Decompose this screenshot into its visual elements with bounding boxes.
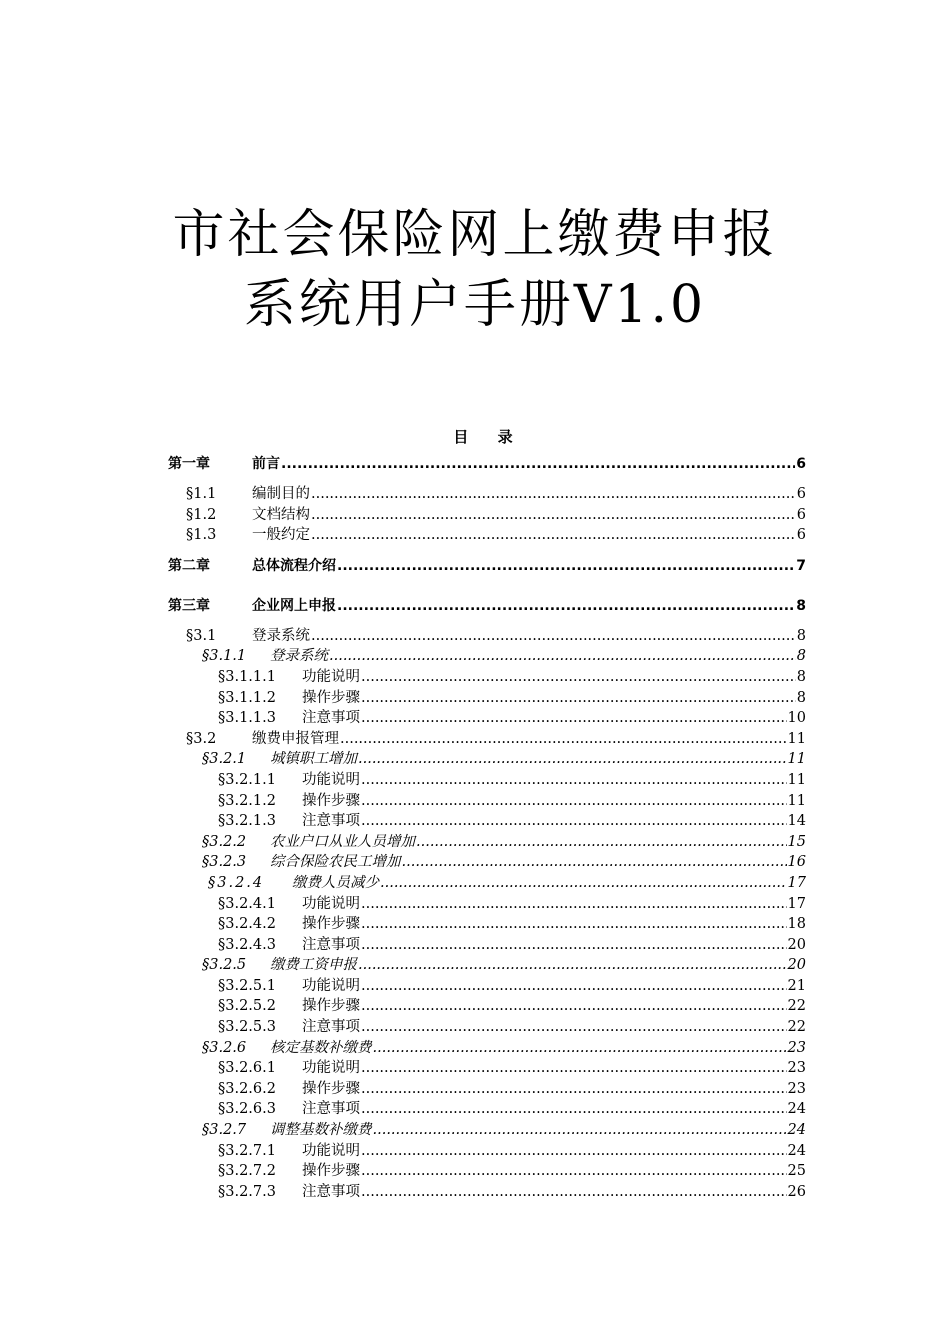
toc-entry-label: 操作步骤 [302,916,360,933]
toc-entry-number: §3.2 [186,730,217,747]
toc-dot-leader [361,1058,787,1079]
toc-entry-page: 6 [796,456,806,472]
toc-entry-page: 24 [787,1101,806,1118]
toc-entry-label: 注意事项 [302,1019,360,1036]
toc-entry-label: 登录系统 [270,648,328,665]
toc-entry-page: 21 [787,977,806,994]
toc-entry-number: §3.2.2 [202,833,247,850]
toc-entry-number: §3.2.3 [202,854,247,871]
toc-dot-leader [361,770,787,791]
toc-entry-number: §3.2.7 [202,1122,247,1139]
toc-entry-label: 操作步骤 [302,1080,360,1097]
toc-entry-number: §3.2.5.2 [218,998,276,1015]
toc-entry-label: 综合保险农民工增加 [270,854,401,871]
toc-entry-label: 注意事项 [302,710,360,727]
toc-entry-label: 城镇职工增加 [270,751,357,768]
toc-entry-number: §3.2.6.3 [218,1101,276,1118]
toc-dot-leader [337,555,795,577]
toc-dot-leader [361,1099,787,1120]
toc-entry[interactable] [168,935,806,956]
toc-entry[interactable] [168,729,806,750]
toc-dot-leader [311,626,796,647]
toc-dot-leader [311,525,796,546]
toc-entry-number: §3.2.7.2 [218,1163,276,1180]
toc-entry-page: 17 [787,895,806,912]
toc-entry-label: 缴费工资申报 [270,957,357,974]
toc-dot-leader [311,505,796,526]
toc-entry[interactable] [168,996,806,1017]
toc-dot-leader [361,1161,787,1182]
toc-entry-label: 功能说明 [302,771,360,788]
toc-entry-label: 注意事项 [302,1101,360,1118]
toc-entry[interactable] [168,708,806,729]
toc-entry-page: 20 [787,957,806,974]
toc-entry[interactable] [168,555,806,586]
toc-dot-leader [361,1017,787,1038]
toc-entry-label: 操作步骤 [302,998,360,1015]
toc-entry-label: 编制目的 [252,486,310,502]
table-of-contents [168,453,806,1202]
toc-entry[interactable] [168,852,806,873]
toc-entry-page: 8 [796,668,806,685]
toc-heading: 目 录 [453,428,525,446]
toc-entry[interactable] [168,914,806,935]
toc-entry-label: 登录系统 [252,627,310,644]
toc-entry-page: 18 [787,916,806,933]
toc-entry-label: 缴费申报管理 [252,730,339,747]
toc-dot-leader [361,976,787,997]
document-title [0,200,950,340]
toc-entry-page: 10 [787,710,806,727]
toc-entry-label: 调整基数补缴费 [270,1122,372,1139]
toc-entry-number: §1.2 [186,506,217,523]
toc-entry-page: 15 [787,833,806,850]
toc-dot-leader [361,708,787,729]
toc-dot-leader [361,667,796,688]
toc-entry[interactable] [168,484,806,505]
toc-entry-label: 农业户口从业人员增加 [270,833,415,850]
toc-entry-label: 核定基数补缴费 [270,1039,372,1056]
toc-entry-number: §3.2.6 [202,1039,247,1056]
toc-entry-label: 总体流程介绍 [252,557,336,574]
toc-entry-number: §3.1 [186,627,217,644]
toc-entry[interactable] [168,976,806,997]
toc-entry[interactable] [168,1120,806,1141]
toc-dot-leader [329,646,796,667]
toc-entry-label: 缴费人员减少 [292,874,379,891]
toc-entry-number: §3.1.1.1 [218,668,276,685]
toc-dot-leader [361,791,787,812]
toc-entry[interactable] [168,1182,806,1203]
toc-entry-label: 企业网上申报 [252,597,336,614]
toc-dot-leader [361,996,787,1017]
toc-entry-page: 11 [787,730,806,747]
toc-entry-number: §3.2.5.3 [218,1019,276,1036]
toc-dot-leader [402,852,787,873]
toc-entry-page: 24 [787,1142,806,1159]
toc-entry[interactable] [168,595,806,626]
toc-entry-page: 17 [787,874,806,891]
toc-entry[interactable] [168,1058,806,1079]
toc-entry-page: 22 [787,998,806,1015]
toc-entry-page: 7 [796,557,806,574]
toc-entry[interactable] [168,1141,806,1162]
toc-entry-number: §3.2.5 [202,957,247,974]
toc-entry-page: 11 [787,771,806,788]
toc-dot-leader [340,729,787,750]
toc-entry[interactable] [168,894,806,915]
toc-entry-number: §1.1 [186,486,217,502]
toc-entry-number: §3.2.6.1 [218,1060,276,1077]
toc-entry-number: §3.2.1.2 [218,792,276,809]
toc-entry-label: 前言 [252,456,280,472]
toc-entry[interactable] [168,811,806,832]
toc-entry[interactable] [168,770,806,791]
toc-dot-leader [380,873,787,894]
toc-entry-page: 25 [787,1163,806,1180]
toc-entry-page: 16 [787,854,806,871]
toc-spacer [168,586,806,595]
toc-entry[interactable] [168,1079,806,1100]
toc-entry-page: 6 [796,506,806,523]
toc-entry-number: §3.1.1.2 [218,689,276,706]
toc-entry-page: 22 [787,1019,806,1036]
toc-entry-label: 操作步骤 [302,792,360,809]
toc-dot-leader [361,935,787,956]
toc-entry[interactable] [168,688,806,709]
toc-dot-leader [281,453,795,475]
toc-entry-number: 第一章 [168,456,210,472]
toc-dot-leader [361,688,796,709]
toc-entry-page: 8 [796,627,806,644]
toc-entry[interactable] [168,1099,806,1120]
toc-entry-number: §3.2.6.2 [218,1080,276,1097]
toc-entry-number: §3.2.4.2 [218,916,276,933]
toc-entry-number: §3.2.1.1 [218,771,276,788]
toc-dot-leader [358,749,787,770]
toc-dot-leader [361,1079,787,1100]
toc-dot-leader [361,811,787,832]
toc-entry-number: §1.3 [186,527,217,544]
toc-entry-page: 20 [787,936,806,953]
toc-entry[interactable] [168,749,806,770]
toc-entry-number: 第三章 [168,597,210,614]
toc-entry[interactable] [168,525,806,546]
toc-entry-label: 功能说明 [302,895,360,912]
toc-entry[interactable] [168,832,806,853]
toc-entry-number: §3.1.1 [202,648,247,665]
toc-dot-leader [311,484,796,505]
toc-spacer [168,546,806,555]
toc-entry[interactable] [168,1038,806,1059]
toc-entry-label: 文档结构 [252,506,310,523]
toc-dot-leader [361,1182,787,1203]
toc-entry[interactable] [168,646,806,667]
toc-entry-page: 23 [787,1080,806,1097]
toc-entry-label: 操作步骤 [302,1163,360,1180]
toc-entry-page: 8 [796,689,806,706]
toc-entry-number: §3.2.7.1 [218,1142,276,1159]
toc-entry-page: 11 [787,751,806,768]
toc-entry[interactable] [168,873,806,894]
toc-entry[interactable] [168,453,806,484]
toc-entry[interactable] [168,626,806,647]
toc-entry-page: 8 [796,597,806,614]
toc-entry-label: 功能说明 [302,1060,360,1077]
toc-entry-page: 23 [787,1039,806,1056]
toc-entry-label: 功能说明 [302,668,360,685]
document-title-line1: 市社会保险网上缴费申报 [172,205,778,265]
toc-entry-page: 26 [787,1183,806,1200]
toc-entry[interactable] [168,1017,806,1038]
toc-entry-number: §3.1.1.3 [218,710,276,727]
toc-entry[interactable] [168,1161,806,1182]
toc-dot-leader [373,1120,787,1141]
toc-entry[interactable] [168,955,806,976]
toc-dot-leader [373,1038,787,1059]
toc-entry-number: §3.2.1.3 [218,813,276,830]
toc-entry-page: 23 [787,1060,806,1077]
toc-dot-leader [358,955,787,976]
toc-entry[interactable] [168,505,806,526]
toc-entry-number: §3.2.5.1 [218,977,276,994]
toc-entry-number: §3.2.7.3 [218,1183,276,1200]
toc-dot-leader [337,595,795,617]
toc-entry-label: 注意事项 [302,813,360,830]
toc-dot-leader [361,914,787,935]
toc-entry-label: 注意事项 [302,936,360,953]
toc-entry-label: 注意事项 [302,1183,360,1200]
document-title-line2: 系统用户手册V1.0 [243,275,707,335]
toc-entry[interactable] [168,791,806,812]
toc-entry-page: 8 [796,648,806,665]
toc-entry-number: 第二章 [168,557,210,574]
toc-dot-leader [361,894,787,915]
toc-entry-page: 14 [787,813,806,830]
toc-dot-leader [361,1141,787,1162]
toc-entry-number: §3.2.1 [202,751,247,768]
toc-entry-label: 一般约定 [252,527,310,544]
toc-entry-page: 24 [787,1122,806,1139]
toc-entry-number: §3.2.4.3 [218,936,276,953]
toc-entry-number: §3.2.4 [208,874,265,891]
toc-entry-label: 操作步骤 [302,689,360,706]
toc-entry-page: 6 [796,527,806,544]
toc-entry-number: §3.2.4.1 [218,895,276,912]
toc-dot-leader [416,832,787,853]
toc-entry[interactable] [168,667,806,688]
toc-entry-page: 6 [796,486,806,502]
toc-entry-label: 功能说明 [302,1142,360,1159]
toc-entry-page: 11 [787,792,806,809]
toc-entry-label: 功能说明 [302,977,360,994]
